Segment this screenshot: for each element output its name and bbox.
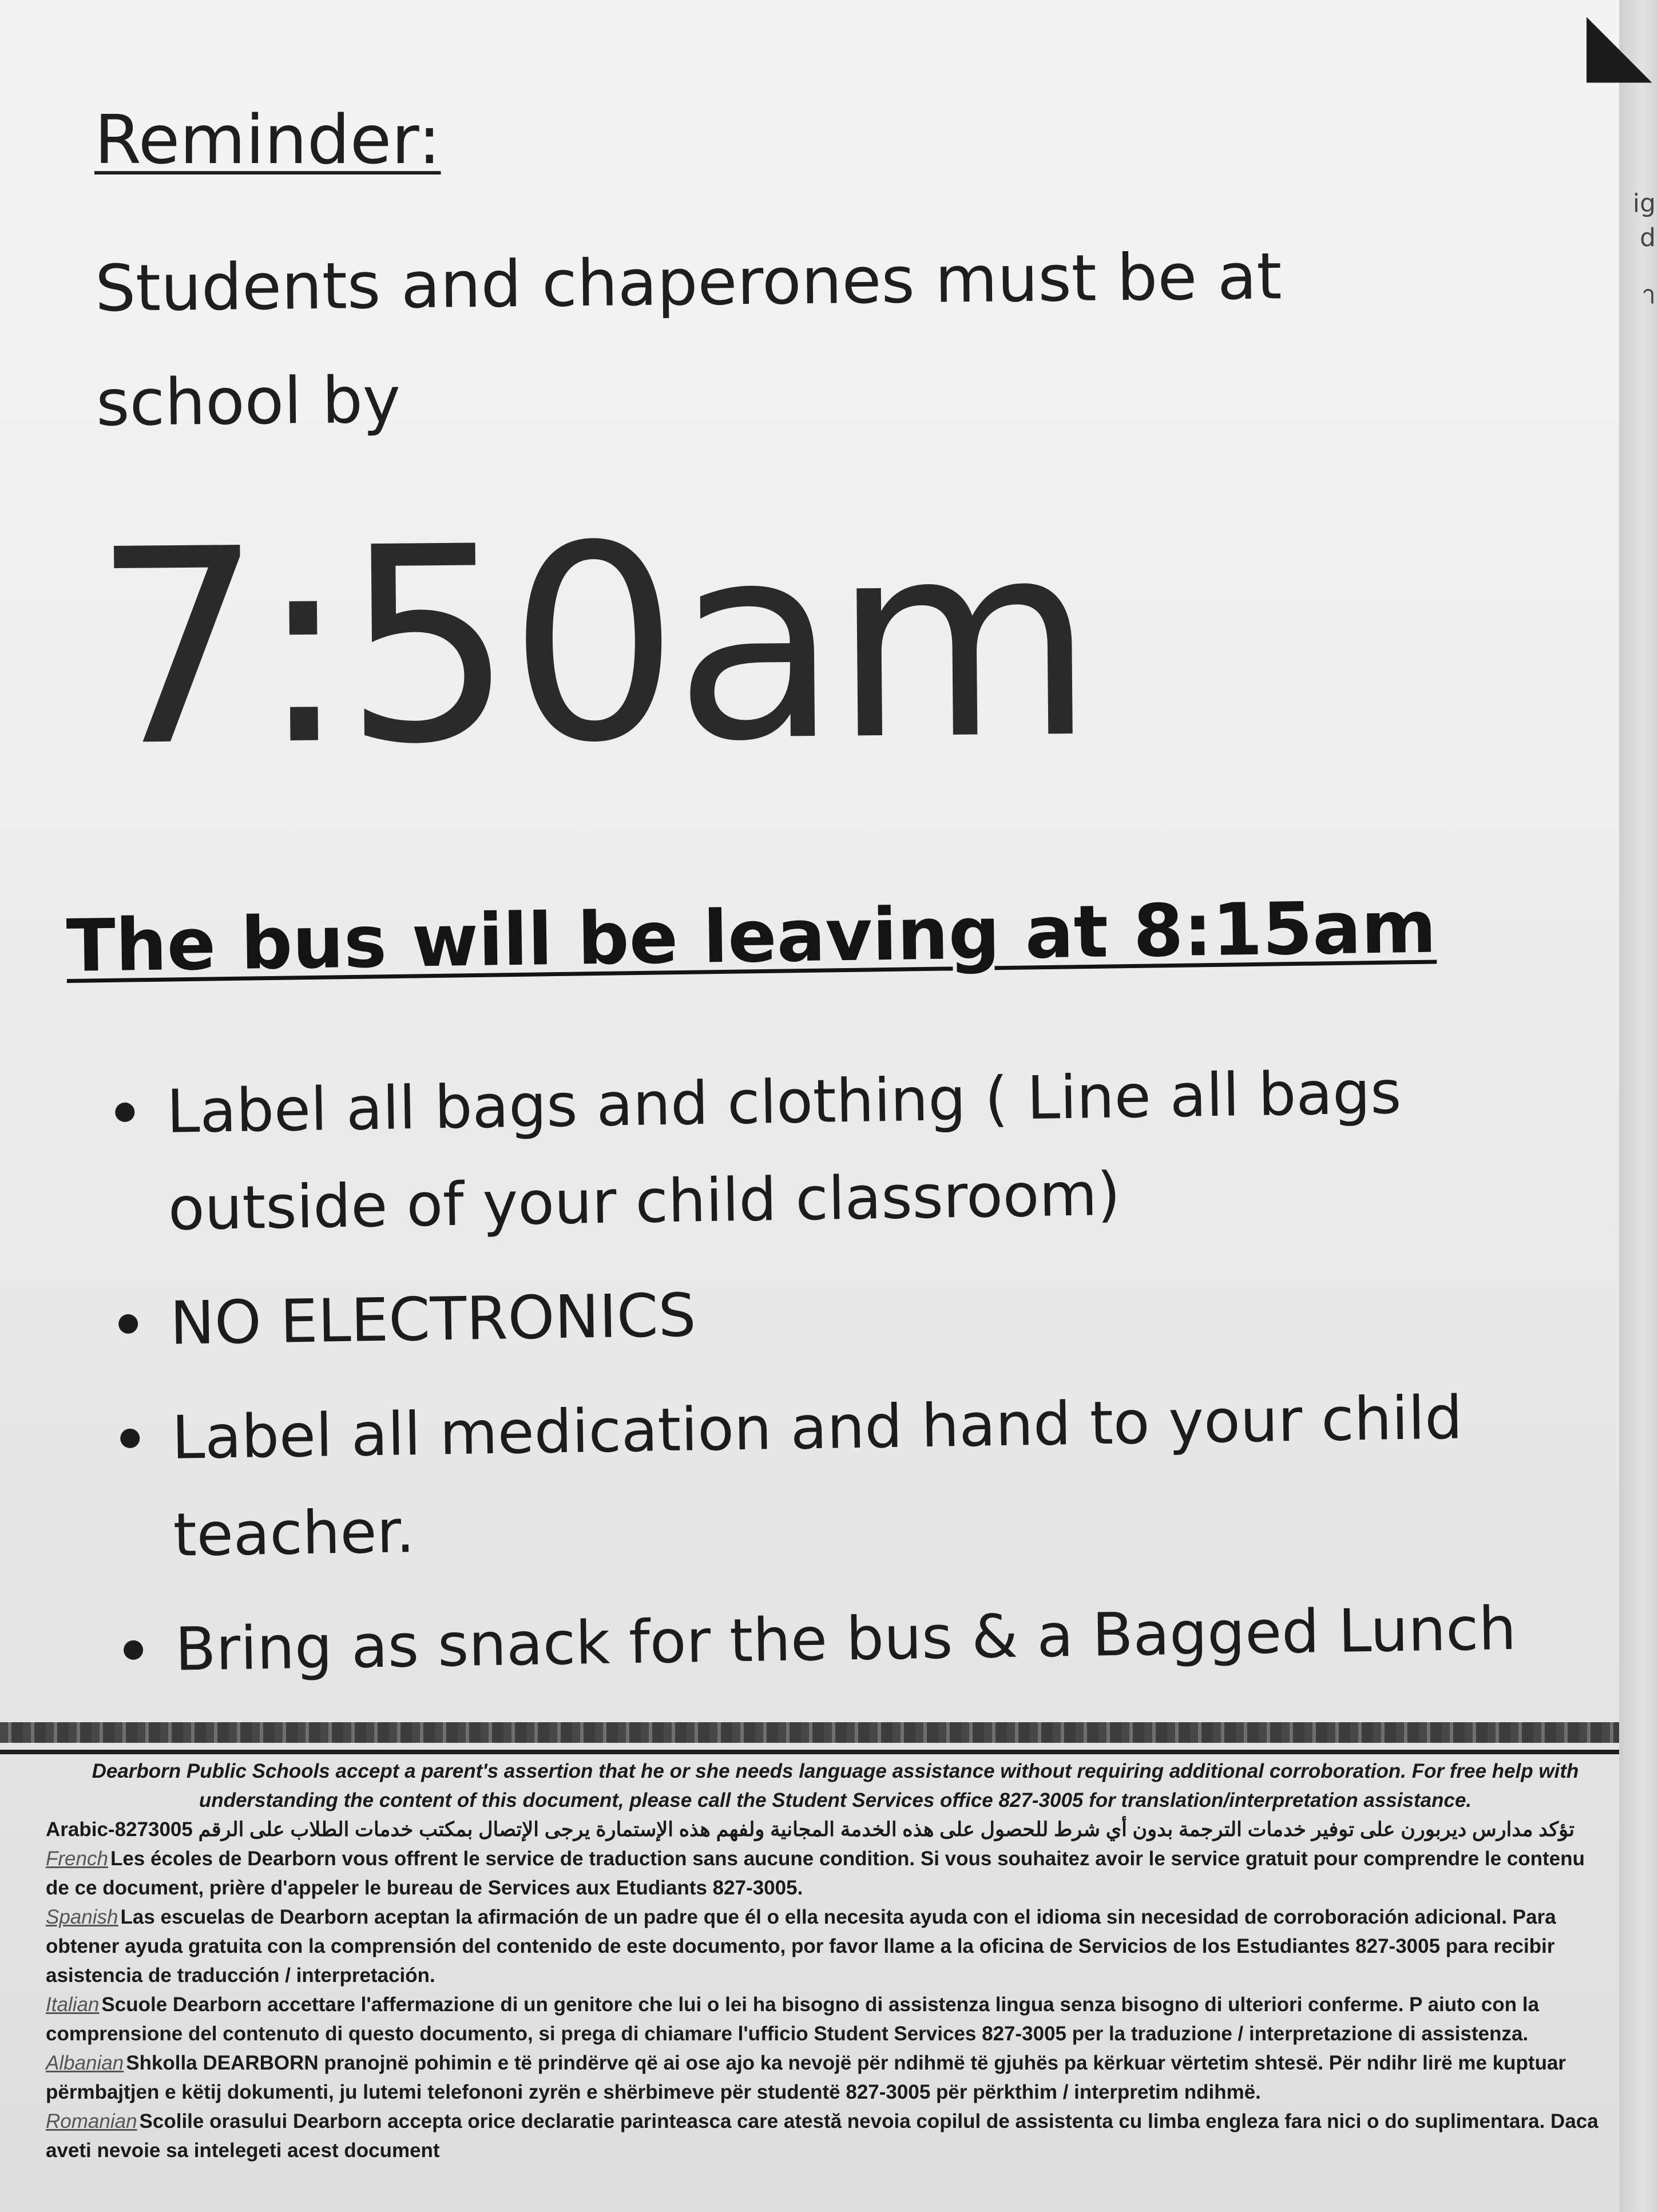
underlying-page-edge <box>1586 0 1658 2212</box>
bus-departure-notice: The bus will be leaving at 8:15am <box>66 885 1437 988</box>
footer-divider-line <box>0 1750 1619 1754</box>
translation-text-arabic: 8273005 تؤكد مدارس ديربورن على توفير خدمات الترجمة بدون أي شرط للحصول على هذه الخدمة المجانية ولفهم هذه الإستمارة يرجى الإتصال بمكتب خدمات الطلاب على الرقم <box>114 1818 1575 1841</box>
language-assistance-footer <box>46 1757 1602 2165</box>
instruction-item-label-bags: Label all bags and clothing ( Line all bags outside of your child classroom) <box>86 1042 1519 1259</box>
footer-divider-texture <box>0 1722 1619 1743</box>
language-assistance-notice: Dearborn Public Schools accept a parent's assertion that he or she needs language assistance without requiring additional corroboration. For free help with understanding the content of this document, please call the Student Services office 827-3005 for translation/interpretation assistance. <box>92 1760 1579 1811</box>
arrival-time: 7:50am <box>91 483 1090 806</box>
language-tag-french: French <box>46 1848 108 1870</box>
language-tag-italian: Italian <box>46 1993 100 2016</box>
translation-spanish <box>46 1902 1602 1990</box>
arrival-instruction: Students and chaperones must be at school by <box>94 239 1283 441</box>
edge-fragment-1: ig <box>1632 189 1656 218</box>
language-tag-albanian: Albanian <box>46 2052 124 2074</box>
language-tag-romanian: Romanian <box>46 2110 137 2132</box>
translation-arabic <box>46 1815 1602 1844</box>
language-tag-spanish: Spanish <box>46 1906 118 1928</box>
edge-fragment-2: d <box>1640 223 1656 252</box>
instruction-item-snack-lunch: Bring as snack for the bus & a Bagged Lunch <box>94 1580 1526 1699</box>
instruction-item-medication: Label all medication and hand to your child teacher. <box>91 1368 1524 1585</box>
instruction-item-no-electronics: NO ELECTRONICS <box>89 1254 1521 1373</box>
translation-text-italian: Scuole Dearborn accettare l'affermazione di un genitore che lui o lei ha bisogno di assistenza lingua senza bisogno di ulteriori conferme. P aiuto con la comprensione del contenuto di questo documento, si prega di chiamare l'ufficio Student Services 827-3005 per la traduzione / interpretazione di assistenza. <box>46 1993 1540 2045</box>
language-tag-arabic: Arabic- <box>46 1818 115 1841</box>
edge-fragment-3: า <box>1641 280 1656 310</box>
translation-italian <box>46 1990 1602 2048</box>
translation-romanian <box>46 2107 1602 2165</box>
translation-text-romanian: Scolile orasului Dearborn accepta orice declaratie parinteasca care atestă nevoia copilul de assistenta cu limba engleza fara nici o do suplimentara. Daca aveti nevoie sa intelegeti acest document <box>46 2110 1598 2162</box>
translation-albanian <box>46 2048 1602 2107</box>
translation-text-french: Les écoles de Dearborn vous offrent le service de traduction sans aucune condition. Si vous souhaitez avoir le service gratuit pour comprendre le contenu de ce document, prière d'appeler le bureau de Services aux Etudiants 827-3005. <box>46 1848 1585 1899</box>
instruction-list <box>86 1042 1526 1717</box>
reminder-heading: Reminder: <box>94 100 441 179</box>
translation-french <box>46 1844 1602 1902</box>
corner-ornament-icon: ◣ <box>1586 0 1652 93</box>
translation-text-spanish: Las escuelas de Dearborn aceptan la afirmación de un padre que él o ella necesita ayuda con el idioma sin necesidad de corroboración adicional. Para obtener ayuda gratuita con la comprensión del contenido de este documento, por favor llame a la oficina de Servicios de los Estudiantes 827-3005 para recibir asistencia de traducción / interpretación. <box>46 1906 1556 1987</box>
translation-text-albanian: Shkolla DEARBORN pranojnë pohimin e të prindërve që ai ose ajo ka nevojë për ndihmë të gjuhës pa kërkuar vërtetim shtesë. Për ndihr lirë me kuptuar përmbajtjen e këtij dokumenti, ju lutemi telefononi zyrën e shërbimeve për studentë 827-3005 për përkthim / interpretim ndihmë. <box>46 2052 1566 2103</box>
